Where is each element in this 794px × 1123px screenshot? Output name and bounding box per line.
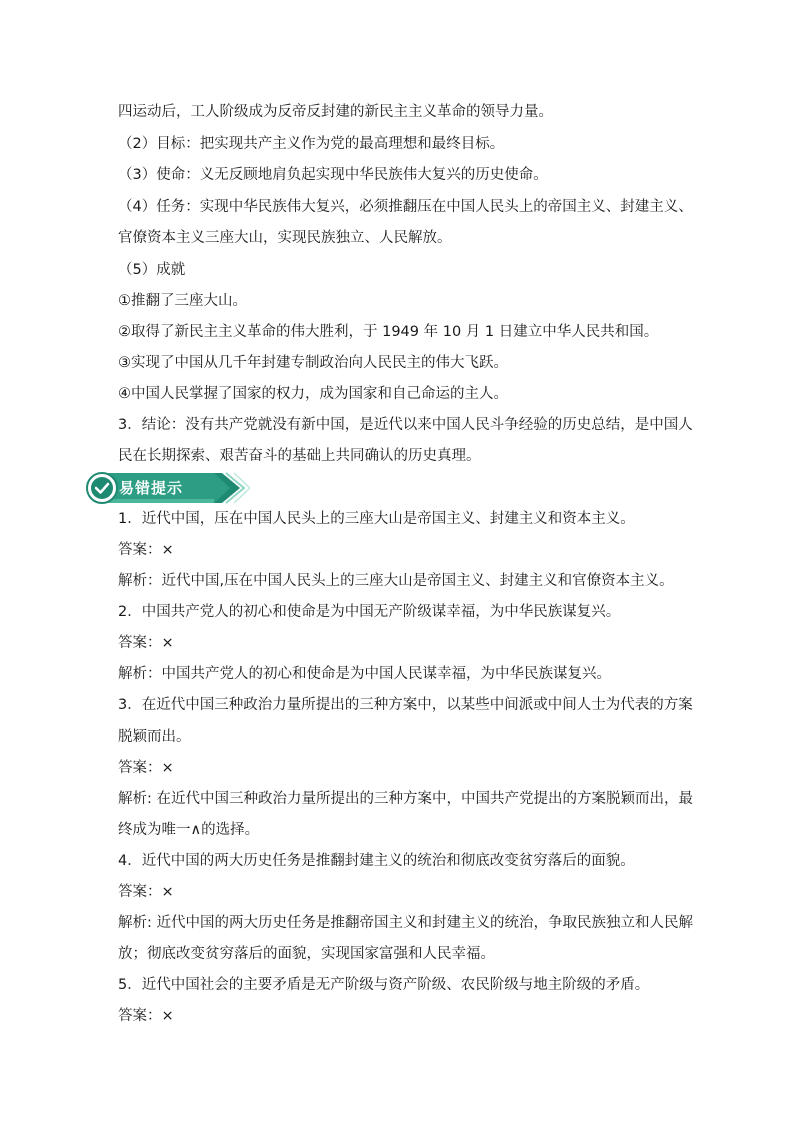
answer-2: 答案：× bbox=[118, 635, 174, 651]
analysis-2: 解析：中国共产党人的初心和使命是为中国人民谋幸福，为中华民族谋复兴。 bbox=[118, 666, 611, 682]
question-4: 4．近代中国的两大历史任务是推翻封建主义的统治和彻底改变贫穷落后的面貌。 bbox=[118, 853, 635, 869]
question-5: 5．近代中国社会的主要矛盾是无产阶级与资产阶级、农民阶级与地主阶级的矛盾。 bbox=[118, 977, 650, 993]
achievement-item: ③实现了中国从几千年封建专制政治向人民民主的伟大飞跃。 bbox=[118, 355, 508, 371]
banner-title: 易错提示 bbox=[119, 479, 184, 497]
analysis-3: 解析: 在近代中国三种政治力量所提出的三种方案中，中国共产党提出的方案脱颖而出，最 bbox=[118, 791, 693, 807]
achievement-heading: （5）成就 bbox=[118, 262, 186, 278]
mission-line: （3）使命：义无反顾地肩负起实现中华民族伟大复兴的历史使命。 bbox=[118, 167, 548, 183]
question-1: 1．近代中国，压在中国人民头上的三座大山是帝国主义、封建主义和资本主义。 bbox=[118, 511, 635, 527]
paragraph-line: 四运动后，工人阶级成为反帝反封建的新民主主义革命的领导力量。 bbox=[118, 104, 553, 120]
task-line-cont: 官僚资本主义三座大山，实现民族独立、人民解放。 bbox=[118, 230, 452, 246]
analysis-4: 解析: 近代中国的两大历史任务是推翻帝国主义和封建主义的统治，争取民族独立和人民解 bbox=[118, 915, 693, 931]
conclusion-line: 3．结论：没有共产党就没有新中国，是近代以来中国人民斗争经验的历史总结，是中国人 bbox=[118, 417, 693, 433]
question-3-cont: 脱颖而出。 bbox=[118, 729, 191, 745]
achievement-item: ②取得了新民主主义革命的伟大胜利，于 1949 年 10 月 1 日建立中华人民共和国。 bbox=[118, 324, 659, 340]
answer-5: 答案：× bbox=[118, 1008, 174, 1024]
achievement-item: ①推翻了三座大山。 bbox=[118, 293, 247, 309]
analysis-1: 解析：近代中国,压在中国人民头上的三座大山是帝国主义、封建主义和官僚资本主义。 bbox=[118, 573, 674, 589]
question-2: 2．中国共产党人的初心和使命是为中国无产阶级谋幸福，为中华民族谋复兴。 bbox=[118, 604, 621, 620]
conclusion-line-cont: 民在长期探索、艰苦奋斗的基础上共同确认的历史真理。 bbox=[118, 448, 481, 464]
target-line: （2）目标：把实现共产主义作为党的最高理想和最终目标。 bbox=[118, 136, 505, 152]
analysis-3-cont: 终成为唯一∧的选择。 bbox=[118, 822, 260, 838]
question-3: 3．在近代中国三种政治力量所提出的三种方案中，以某些中间派或中间人士为代表的方案 bbox=[118, 697, 693, 713]
achievement-item: ④中国人民掌握了国家的权力，成为国家和自己命运的主人。 bbox=[118, 386, 508, 402]
answer-3: 答案：× bbox=[118, 760, 174, 776]
analysis-4-cont: 放；彻底改变贫穷落后的面貌，实现国家富强和人民幸福。 bbox=[118, 946, 495, 962]
answer-1: 答案：× bbox=[118, 542, 174, 558]
task-line: （4）任务：实现中华民族伟大复兴，必须推翻压在中国人民头上的帝国主义、封建主义、 bbox=[118, 199, 693, 215]
check-circle-icon bbox=[87, 473, 117, 503]
answer-4: 答案：× bbox=[118, 884, 174, 900]
